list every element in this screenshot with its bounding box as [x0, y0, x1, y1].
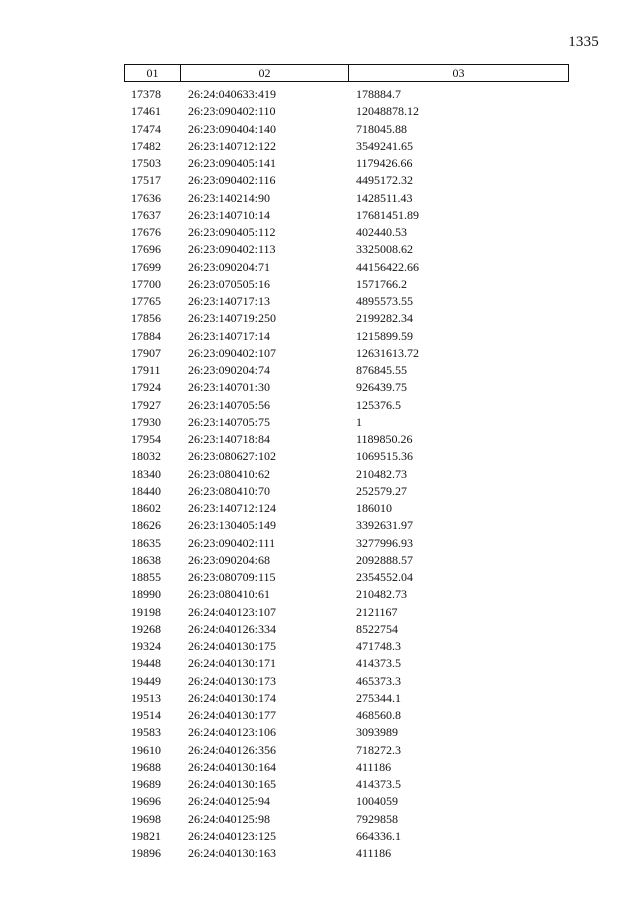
table-row: [0, 621, 640, 638]
value-cell: 664336.1: [356, 828, 401, 843]
cadastral-number-cell: 26:23:140712:122: [188, 138, 277, 153]
value-cell: 402440.53: [356, 225, 407, 239]
value-cell: 3549241.65: [356, 138, 413, 153]
value-cell: 1069515.36: [356, 449, 413, 464]
table-row: [0, 310, 640, 327]
row-id-cell: 17699: [131, 259, 161, 274]
cadastral-number-cell: 26:23:090402:116: [188, 173, 276, 188]
value-cell: 1179426.66: [356, 156, 413, 170]
row-id-cell: 17696: [131, 242, 161, 257]
table-row: [0, 845, 640, 862]
table-row: [0, 586, 640, 603]
value-cell: 44156422.66: [356, 259, 419, 274]
row-id-cell: 17482: [131, 138, 161, 153]
row-id-cell: 18626: [131, 518, 161, 533]
table-row: [0, 397, 640, 414]
value-cell: 411186: [356, 759, 392, 774]
table-row: [0, 724, 640, 741]
table-row: [0, 379, 640, 396]
value-cell: 4495172.32: [356, 173, 413, 188]
value-cell: 4895573.55: [356, 294, 413, 308]
row-id-cell: 18990: [131, 587, 161, 602]
value-cell: 1428511.43: [356, 190, 413, 205]
row-id-cell: 19448: [131, 656, 161, 671]
cadastral-number-cell: 26:23:070505:16: [188, 276, 271, 291]
row-id-cell: 18440: [131, 483, 161, 498]
table-body: [0, 86, 640, 862]
value-cell: 125376.5: [356, 397, 401, 412]
table-row: [0, 448, 640, 465]
cadastral-number-cell: 26:23:090204:68: [188, 552, 271, 567]
table-row: [0, 828, 640, 845]
row-id-cell: 19514: [131, 708, 161, 722]
table-row: [0, 224, 640, 241]
value-cell: 2121167: [356, 604, 398, 619]
cadastral-number-cell: 26:24:040123:125: [188, 828, 277, 843]
cadastral-number-cell: 26:23:140214:90: [188, 190, 271, 205]
table-row: [0, 155, 640, 172]
table-row: [0, 552, 640, 569]
header-col-02: 02: [181, 65, 349, 81]
table-row: [0, 535, 640, 552]
cadastral-number-cell: 26:23:090402:110: [188, 104, 276, 119]
cadastral-number-cell: 26:24:040633:419: [188, 87, 277, 101]
cadastral-number-cell: 26:23:140710:14: [188, 207, 271, 222]
table-row: [0, 690, 640, 707]
cadastral-number-cell: 26:24:040126:334: [188, 621, 277, 636]
table-row: [0, 500, 640, 517]
value-cell: 876845.55: [356, 363, 407, 377]
row-id-cell: 19821: [131, 828, 161, 843]
table-row: [0, 776, 640, 793]
cadastral-number-cell: 26:23:140705:75: [188, 414, 271, 429]
value-cell: 1004059: [356, 794, 398, 809]
value-cell: 17681451.89: [356, 207, 419, 222]
row-id-cell: 19698: [131, 811, 161, 826]
cadastral-number-cell: 26:23:080410:70: [188, 483, 271, 498]
value-cell: 2354552.04: [356, 570, 413, 584]
table-row: [0, 207, 640, 224]
value-cell: 210482.73: [356, 587, 407, 602]
cadastral-number-cell: 26:23:090402:111: [188, 535, 276, 550]
header-col-01: 01: [125, 65, 181, 81]
value-cell: 12631613.72: [356, 345, 419, 360]
table-row: [0, 362, 640, 379]
table-row: [0, 103, 640, 120]
cadastral-number-cell: 26:23:080410:62: [188, 466, 271, 481]
table-row: [0, 259, 640, 276]
row-id-cell: 17461: [131, 104, 161, 119]
header-col-03: 03: [452, 66, 465, 80]
cadastral-number-cell: 26:23:090204:71: [188, 259, 271, 274]
page-number: 1335: [568, 34, 599, 50]
value-cell: 12048878.12: [356, 104, 419, 119]
table-row: [0, 138, 640, 155]
table-row: [0, 190, 640, 207]
cadastral-number-cell: 26:24:040125:98: [188, 811, 271, 826]
table-row: [0, 86, 640, 103]
row-id-cell: 19610: [131, 742, 161, 757]
table-row: [0, 241, 640, 258]
table-header: [124, 64, 569, 82]
value-cell: 926439.75: [356, 380, 407, 395]
table-row: [0, 121, 640, 138]
table-row: [0, 811, 640, 828]
row-id-cell: 17700: [131, 276, 161, 291]
value-cell: 468560.8: [356, 708, 401, 722]
row-id-cell: 19449: [131, 673, 161, 688]
value-cell: 414373.5: [356, 777, 401, 791]
row-id-cell: 17907: [131, 345, 161, 360]
table-row: [0, 276, 640, 293]
table-row: [0, 328, 640, 345]
row-id-cell: 18340: [131, 466, 161, 481]
row-id-cell: 18635: [131, 535, 161, 550]
cadastral-number-cell: 26:23:080627:102: [188, 449, 277, 464]
cadastral-number-cell: 26:23:090204:74: [188, 363, 271, 377]
cadastral-number-cell: 26:23:140718:84: [188, 432, 271, 446]
value-cell: 718045.88: [356, 121, 407, 136]
value-cell: 3325008.62: [356, 242, 413, 257]
table-row: [0, 742, 640, 759]
row-id-cell: 17954: [131, 432, 161, 446]
cadastral-number-cell: 26:23:080410:61: [188, 587, 271, 602]
row-id-cell: 17924: [131, 380, 161, 395]
table-row: [0, 414, 640, 431]
cadastral-number-cell: 26:24:040130:173: [188, 673, 277, 688]
row-id-cell: 19513: [131, 690, 161, 705]
value-cell: 411186: [356, 846, 392, 860]
row-id-cell: 19689: [131, 777, 161, 791]
cadastral-number-cell: 26:23:140717:13: [188, 294, 271, 308]
row-id-cell: 17856: [131, 311, 161, 326]
row-id-cell: 19198: [131, 604, 161, 619]
table-row: [0, 569, 640, 586]
row-id-cell: 17637: [131, 207, 161, 222]
value-cell: 1215899.59: [356, 328, 413, 343]
value-cell: 1189850.26: [356, 432, 413, 446]
value-cell: 2092888.57: [356, 552, 413, 567]
row-id-cell: 18032: [131, 449, 161, 464]
value-cell: 465373.3: [356, 673, 401, 688]
value-cell: 414373.5: [356, 656, 401, 671]
value-cell: 1571766.2: [356, 276, 407, 291]
table-row: [0, 517, 640, 534]
value-cell: 186010: [356, 501, 392, 515]
row-id-cell: 17503: [131, 156, 161, 170]
row-id-cell: 19688: [131, 759, 161, 774]
row-id-cell: 18638: [131, 552, 161, 567]
cadastral-number-cell: 26:24:040125:94: [188, 794, 271, 809]
value-cell: 7929858: [356, 811, 398, 826]
row-id-cell: 18855: [131, 570, 161, 584]
row-id-cell: 19896: [131, 846, 161, 860]
cadastral-number-cell: 26:23:090405:141: [188, 156, 277, 170]
cadastral-number-cell: 26:24:040130:164: [188, 759, 277, 774]
cadastral-number-cell: 26:24:040123:106: [188, 725, 277, 740]
row-id-cell: 17378: [131, 87, 161, 101]
row-id-cell: 17517: [131, 173, 161, 188]
cadastral-number-cell: 26:23:130405:149: [188, 518, 277, 533]
value-cell: 178884.7: [356, 87, 401, 101]
row-id-cell: 17636: [131, 190, 161, 205]
row-id-cell: 17884: [131, 328, 161, 343]
cadastral-number-cell: 26:24:040130:171: [188, 656, 277, 671]
row-id-cell: 18602: [131, 501, 161, 515]
value-cell: 252579.27: [356, 483, 407, 498]
table-row: [0, 483, 640, 500]
row-id-cell: 17930: [131, 414, 161, 429]
row-id-cell: 19696: [131, 794, 161, 809]
table-row: [0, 345, 640, 362]
table-row: [0, 655, 640, 672]
value-cell: 8522754: [356, 621, 398, 636]
table-row: [0, 431, 640, 448]
table-row: [0, 466, 640, 483]
value-cell: 210482.73: [356, 466, 407, 481]
value-cell: 275344.1: [356, 690, 401, 705]
row-id-cell: 17474: [131, 121, 161, 136]
cadastral-number-cell: 26:23:140719:250: [188, 311, 277, 326]
cadastral-number-cell: 26:23:080709:115: [188, 570, 276, 584]
value-cell: 3392631.97: [356, 518, 413, 533]
row-id-cell: 19268: [131, 621, 161, 636]
table-row: [0, 673, 640, 690]
row-id-cell: 17676: [131, 225, 161, 239]
table-row: [0, 172, 640, 189]
cadastral-number-cell: 26:23:090402:107: [188, 345, 277, 360]
table-row: [0, 604, 640, 621]
cadastral-number-cell: 26:23:140717:14: [188, 328, 271, 343]
cadastral-number-cell: 26:23:090405:112: [188, 225, 276, 239]
row-id-cell: 19583: [131, 725, 161, 740]
value-cell: 3093989: [356, 725, 398, 740]
cadastral-number-cell: 26:24:040130:174: [188, 690, 277, 705]
cadastral-number-cell: 26:24:040130:163: [188, 846, 277, 860]
cadastral-number-cell: 26:24:040126:356: [188, 742, 277, 757]
value-cell: 2199282.34: [356, 311, 413, 326]
value-cell: 1: [356, 414, 362, 429]
row-id-cell: 19324: [131, 639, 161, 653]
cadastral-number-cell: 26:23:140705:56: [188, 397, 271, 412]
cadastral-number-cell: 26:23:090404:140: [188, 121, 277, 136]
value-cell: 718272.3: [356, 742, 401, 757]
cadastral-number-cell: 26:24:040130:165: [188, 777, 277, 791]
cadastral-number-cell: 26:23:140701:30: [188, 380, 271, 395]
value-cell: 3277996.93: [356, 535, 413, 550]
cadastral-number-cell: 26:23:090402:113: [188, 242, 276, 257]
table-row: [0, 638, 640, 655]
table-row: [0, 793, 640, 810]
table-row: [0, 293, 640, 310]
cadastral-number-cell: 26:24:040130:177: [188, 708, 277, 722]
value-cell: 471748.3: [356, 639, 401, 653]
row-id-cell: 17927: [131, 397, 161, 412]
table-row: [0, 707, 640, 724]
row-id-cell: 17765: [131, 294, 161, 308]
cadastral-number-cell: 26:24:040123:107: [188, 604, 277, 619]
table-row: [0, 759, 640, 776]
row-id-cell: 17911: [131, 363, 161, 377]
cadastral-number-cell: 26:23:140712:124: [188, 501, 277, 515]
cadastral-number-cell: 26:24:040130:175: [188, 639, 277, 653]
